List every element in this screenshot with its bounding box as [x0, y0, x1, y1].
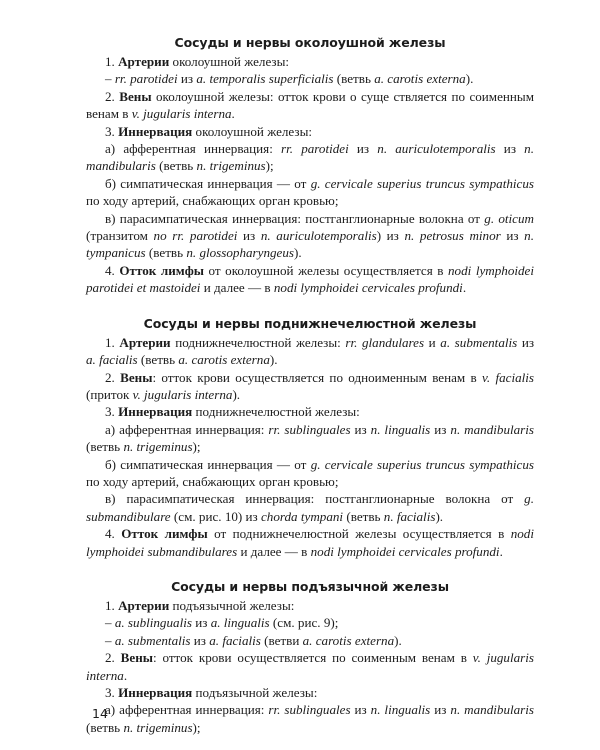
paragraph	[86, 632, 534, 649]
text-run: (транзитом	[86, 228, 154, 244]
text-run: из	[517, 334, 535, 350]
latin-term: g. cervicale superius truncus sympathicus	[310, 175, 534, 191]
text-run: из	[190, 632, 210, 648]
latin-term: v. facialis	[482, 369, 535, 385]
text-run: (ветвь	[145, 245, 187, 261]
bold-term: Отток лимфы	[119, 262, 204, 278]
text-run: от околоушной железы осуществляется в	[203, 262, 448, 278]
text-run: );	[192, 439, 201, 455]
section-body	[86, 53, 534, 297]
text-run: из	[348, 141, 378, 157]
paragraph	[86, 421, 534, 456]
paragraph	[86, 70, 534, 87]
latin-term: v. jugularis interna	[131, 106, 232, 122]
paragraph	[86, 262, 534, 297]
text-run: б) симпатическая иннервация — от	[105, 456, 311, 472]
text-run: околоушной железы:	[192, 123, 313, 139]
paragraph	[86, 403, 534, 420]
latin-term: a. temporalis superficialis	[196, 71, 334, 87]
text-run: (ветвь	[333, 71, 375, 87]
text-run: 2.	[105, 369, 121, 385]
text-run: из	[500, 228, 525, 244]
latin-term: nodi lymphoidei parotidei et mastoidei	[86, 262, 535, 296]
text-run: а) афферентная иннервация:	[105, 702, 269, 718]
text-run: : отток крови осуществляется по соименным венам в	[152, 650, 473, 666]
text-run: от поднижнечелюстной железы осуществляется в	[207, 526, 511, 542]
text-run: а) афферентная иннервация:	[105, 421, 269, 437]
text-run: подъязычной железы:	[192, 685, 318, 700]
text-run: и далее — в	[200, 280, 274, 296]
text-run: по ходу артерий, снабжающих орган кровью;	[86, 473, 339, 489]
paragraph	[86, 649, 534, 684]
latin-term: g. oticum	[484, 210, 534, 226]
text-run: : отток крови осуществляется по одноименным венам в	[152, 369, 483, 385]
latin-term: a. sublingualis	[114, 615, 192, 631]
section-parotid	[86, 34, 534, 297]
paragraph	[86, 140, 534, 175]
text-run: из	[177, 71, 197, 87]
paragraph	[86, 701, 534, 736]
latin-term: nodi lymphoidei cervicales profundi	[273, 280, 463, 296]
paragraph	[86, 597, 534, 614]
text-run: 3.	[105, 685, 119, 700]
text-run: околоушной железы:	[169, 54, 290, 69]
text-run: 1.	[105, 334, 120, 350]
text-run: (ветвь	[155, 158, 197, 174]
text-run: (см. рис. 10) из	[170, 508, 261, 524]
page-content	[86, 34, 534, 736]
text-run: .	[123, 667, 128, 683]
bold-term: Вены	[120, 650, 153, 666]
text-run: (приток	[86, 386, 133, 402]
section-sublingual	[86, 578, 534, 736]
bold-term: Вены	[120, 369, 153, 385]
latin-term: n. mandibularis	[450, 421, 535, 437]
text-run: );	[265, 158, 274, 174]
text-run: .	[462, 280, 467, 296]
text-run: ).	[294, 245, 302, 261]
text-run: 3.	[105, 404, 119, 420]
text-run: ).	[269, 352, 278, 368]
text-run: (ветвь	[343, 508, 384, 524]
text-run: из	[350, 421, 371, 437]
text-run: 4.	[105, 526, 122, 542]
latin-term: n. facialis	[383, 508, 436, 524]
latin-term: n. tympanicus	[86, 228, 534, 261]
latin-term: g. submandibulare	[86, 491, 534, 524]
latin-term: g. cervicale superius truncus sympathicus	[310, 456, 534, 472]
bold-term: Артерии	[118, 597, 170, 613]
text-run: );	[192, 719, 201, 735]
text-run: в) парасимпатическая иннервация: постганглионарные волокна от	[105, 491, 525, 507]
text-run: ).	[394, 632, 402, 648]
latin-term: a. facialis	[209, 632, 261, 648]
latin-term: rr. parotidei	[281, 141, 349, 157]
text-run: 1.	[105, 597, 119, 613]
text-run: из	[430, 421, 451, 437]
latin-term: a. submentalis	[440, 334, 518, 350]
text-run: околоушной железы: отток крови о суще ствляется по соименным венам в	[86, 88, 535, 122]
paragraph	[86, 175, 534, 210]
text-run: из	[350, 702, 371, 718]
text-run: ) из	[376, 228, 405, 244]
latin-term: n. auriculotemporalis	[377, 141, 496, 157]
latin-term: v. jugularis interna	[132, 386, 233, 402]
section-body	[86, 597, 534, 736]
latin-term: a. lingualis	[210, 615, 270, 631]
paragraph	[86, 456, 534, 491]
text-run: 3.	[105, 123, 119, 139]
latin-term: n. lingualis	[370, 421, 431, 437]
paragraph	[86, 614, 534, 631]
text-run: (ветвь	[137, 352, 179, 368]
latin-term: n. trigeminus	[123, 719, 193, 735]
text-run: (ветвь	[86, 719, 124, 735]
bold-term: Иннервация	[118, 404, 193, 420]
section-title: Сосуды и нервы подъязычной железы	[171, 578, 449, 594]
latin-term: n. trigeminus	[123, 439, 193, 455]
text-run: из	[430, 702, 451, 718]
latin-term: nodi lymphoidei submandibulares	[86, 526, 534, 559]
text-run: а) афферентная иннервация:	[105, 141, 282, 157]
text-run: из	[191, 615, 211, 631]
latin-term: a. carotis externa	[178, 352, 270, 368]
bold-term: Отток лимфы	[121, 526, 208, 542]
latin-term: a. facialis	[86, 352, 138, 368]
text-run: –	[105, 615, 115, 631]
text-run: (ветвь	[86, 439, 124, 455]
latin-term: a. carotis externa	[374, 71, 466, 87]
section-body	[86, 334, 534, 560]
text-run: .	[231, 106, 235, 122]
latin-term: rr. sublinguales	[268, 421, 351, 437]
bold-term: Артерии	[119, 334, 171, 350]
section-title: Сосуды и нервы поднижнечелюстной железы	[143, 315, 477, 331]
text-run: и далее — в	[237, 543, 311, 559]
latin-term: n. mandibularis	[86, 141, 534, 174]
paragraph	[86, 334, 534, 369]
bold-term: Артерии	[118, 54, 170, 69]
text-run: ).	[465, 71, 474, 87]
paragraph	[86, 684, 534, 701]
latin-term: a. submentalis	[114, 632, 191, 648]
latin-term: nodi lymphoidei cervicales profundi	[310, 543, 500, 559]
latin-term: n. petrosus minor	[404, 228, 501, 244]
text-run: подъязычной железы:	[169, 597, 295, 613]
paragraph	[86, 525, 534, 560]
section-submandibular	[86, 315, 534, 560]
section-title: Сосуды и нервы околоушной железы	[174, 35, 446, 50]
latin-term: rr. glandulares	[345, 334, 425, 350]
latin-term: rr. sublinguales	[268, 702, 351, 718]
text-run: 2.	[105, 650, 121, 666]
latin-term: chorda tympani	[261, 508, 344, 524]
latin-term: n. glossopharyngeus	[186, 245, 295, 261]
paragraph	[86, 123, 534, 140]
text-run: (см. рис. 9);	[269, 615, 339, 631]
latin-term: n. mandibularis	[450, 702, 535, 718]
text-run: –	[105, 632, 115, 648]
latin-term: n. trigeminus	[196, 158, 266, 174]
text-run: 1.	[105, 54, 119, 69]
bold-term: Иннервация	[118, 685, 193, 700]
bold-term: Вены	[119, 88, 152, 104]
bold-term: Иннервация	[118, 123, 193, 139]
text-run: 2.	[105, 88, 120, 104]
text-run: (ветви	[260, 632, 303, 648]
text-run: по ходу артерий, снабжающих орган кровью;	[86, 193, 339, 209]
paragraph	[86, 490, 534, 525]
text-run: –	[105, 71, 115, 87]
text-run: 4.	[105, 262, 120, 278]
latin-term: n. auriculotemporalis	[260, 228, 377, 244]
paragraph	[86, 88, 534, 123]
latin-term: v. jugularis interna	[86, 650, 534, 683]
text-run: ).	[232, 386, 241, 402]
page-number: 14	[92, 706, 108, 721]
paragraph	[86, 53, 534, 70]
text-run: ).	[435, 508, 444, 524]
text-run: поднижнечелюстной железы:	[192, 404, 360, 420]
latin-term: a. carotis externa	[302, 632, 395, 648]
text-run: из	[495, 141, 525, 157]
latin-term: rr. parotidei	[114, 71, 178, 87]
latin-term: no rr. parotidei	[153, 228, 238, 244]
text-run: б) симпатическая иннервация — от	[105, 175, 311, 191]
paragraph	[86, 369, 534, 404]
paragraph	[86, 210, 534, 262]
text-run: и	[424, 334, 441, 350]
latin-term: n. lingualis	[370, 702, 431, 718]
text-run: в) парасимпатическая иннервация: постганглионарные волокна от	[105, 210, 485, 226]
text-run: поднижнечелюстной железы:	[170, 334, 346, 350]
text-run: .	[499, 543, 503, 559]
text-run: из	[237, 228, 261, 244]
